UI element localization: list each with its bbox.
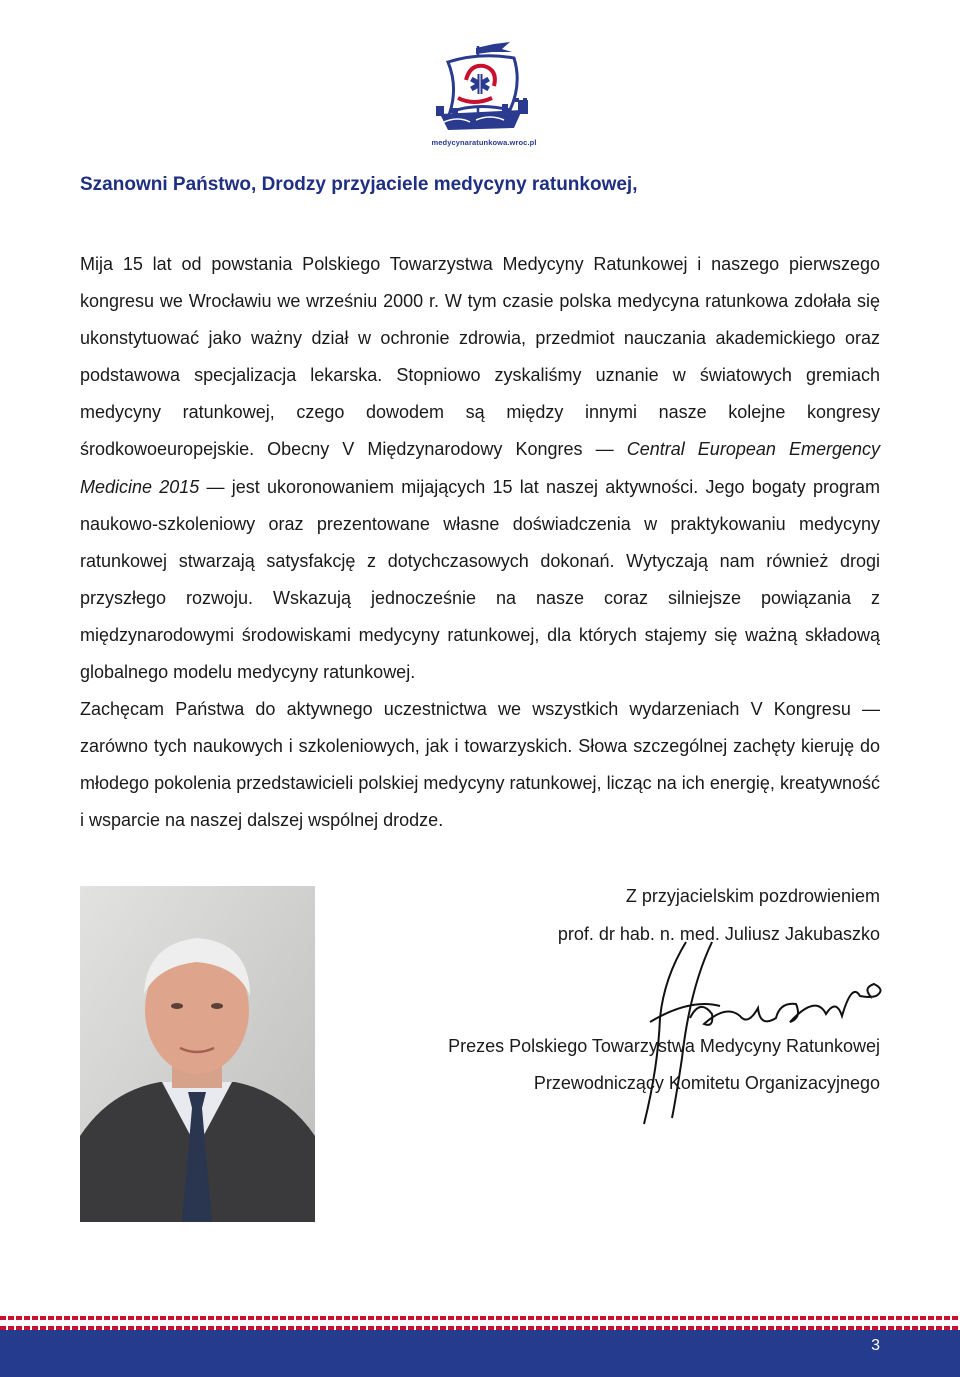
footer-band [0, 1330, 960, 1377]
letter-greeting: Szanowni Państwo, Drodzy przyjaciele medycyny ratunkowej, [80, 174, 638, 195]
portrait-photo [80, 886, 315, 1222]
paragraph-1-part-b: — jest ukoronowaniem mijających 15 lat naszej aktywności. Jego bogaty program naukowo-szkoleniowy oraz prezentowane własne doświadczenia w praktykowaniu medycyny ratunkowej stwarzają satysfakcję z dotychczasowych dokonań. Wytyczają nam również drogi przyszłego rozwoju. Wskazują jednocześnie na nasze coraz silniejsze powiązania z międzynarodowymi środowiskami medycyny ratunkowej, dla których stajemy się ważną składową globalnego modelu medycyny ratunkowej. [80, 476, 880, 683]
congress-name: Central European Emergency Medicine 2015 [80, 439, 880, 497]
signer-role-1: Prezes Polskiego Towarzystwa Medycyny Ratunkowej [448, 1036, 880, 1056]
page-number: 3 [871, 1337, 880, 1354]
signature-text: Jakubaszko [750, 998, 756, 999]
paragraph-1 [80, 246, 880, 691]
signer-role-2: Przewodniczący Komitetu Organizacyjnego [533, 1073, 880, 1093]
paragraph-2: Zachęcam Państwa do aktywnego uczestnictwa we wszystkich wydarzeniach V Kongresu — zarówno tych naukowych i szkoleniowych, jak i towarzyskich. Słowa szczególnej zachęty kieruję do młodego pokolenia przedstawicieli polskiej medycyny ratunkowej, licząc na ich energię, kreatywność i wsparcie na naszej dalszej wspólnej drodze. [80, 699, 880, 831]
signoff-greeting: Z przyjacielskim pozdrowieniem [625, 886, 880, 906]
signer-name: prof. dr hab. n. med. Juliusz Jakubaszko [557, 924, 880, 944]
ship-logo-icon [418, 40, 550, 152]
logo-caption: medycynaratunkowa.wroc.pl [431, 138, 537, 147]
paragraph-1-part-a: Mija 15 lat od powstania Polskiego Towarzystwa Medycyny Ratunkowej i naszego pierwszego kongresu we Wrocławiu we wrześniu 2000 r. W tym czasie polska medycyna ratunkowa zdołała się ukonstytuować jako ważny dział w ochronie zdrowia, przedmiot nauczania akademickiego oraz podstawowa specjalizacja lekarska. Stopniowo zyskaliśmy uznanie w światowych gremiach medycyny ratunkowej, czego dowodem są między innymi nasze kolejne kongresy środkowoeuropejskie. Obecny V Międzynarodowy Kongres — [80, 254, 880, 460]
signature-mark [630, 938, 890, 1128]
letter-body [80, 246, 880, 840]
footer-divider [0, 1320, 960, 1326]
